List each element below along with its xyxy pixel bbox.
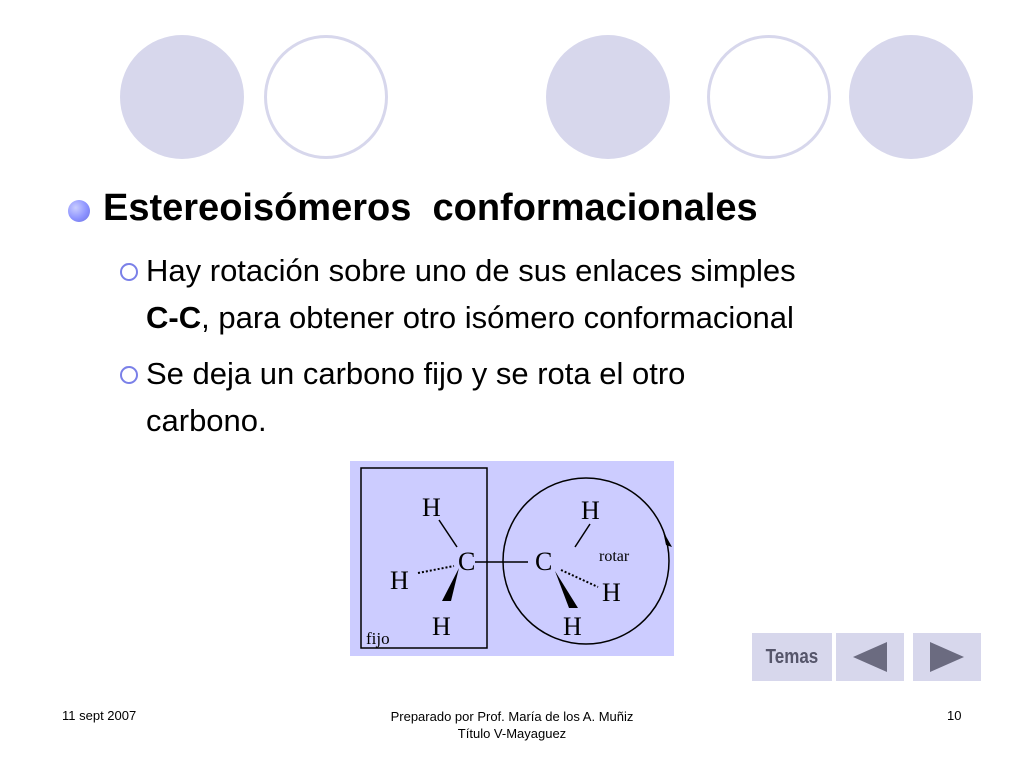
atom-right-top-h: H [581, 496, 600, 525]
heading-bullet-icon [68, 200, 90, 222]
bullet-1-bold-term: C-C [146, 300, 202, 335]
bullet-2-line-1: Se deja un carbono fijo y se rota el otro [146, 356, 686, 391]
atom-right-side-h: H [602, 578, 621, 607]
footer-date: 11 sept 2007 [62, 708, 137, 723]
bullet-1-line-2-rest: , para obtener otro isómero conformacional [201, 300, 794, 335]
sub-bullet-icon [120, 263, 138, 281]
bullet-1-line-2 [146, 297, 794, 339]
page-number: 10 [947, 708, 962, 723]
fixed-label: fijo [366, 629, 390, 648]
temas-label: Temas [765, 645, 819, 668]
atom-right-c: C [535, 547, 553, 576]
atom-left-top-h: H [422, 493, 441, 522]
decor-circle-2 [264, 35, 388, 159]
rotate-label: rotar [599, 548, 630, 565]
footer-credit [362, 708, 662, 742]
triangle-left-icon [850, 640, 890, 674]
atom-right-bottom-h: H [563, 612, 582, 641]
previous-slide-button[interactable] [835, 632, 905, 682]
conformation-diagram [350, 461, 674, 656]
atom-left-bottom-h: H [432, 612, 451, 641]
bullet-2-line-2: carbono. [146, 403, 267, 438]
decor-circle-1 [120, 35, 244, 159]
decor-circle-5 [849, 35, 973, 159]
atom-left-c: C [458, 547, 476, 576]
bullet-1-line-1: Hay rotación sobre uno de sus enlaces simples [146, 253, 796, 288]
temas-button[interactable] [751, 632, 833, 682]
triangle-right-icon [927, 640, 967, 674]
footer-credit-line-1: Preparado por Prof. María de los A. Muñiz [390, 709, 634, 724]
sub-bullet-icon [120, 366, 138, 384]
decor-circle-3 [546, 35, 670, 159]
decor-circle-4 [707, 35, 831, 159]
atom-left-side-h: H [390, 566, 409, 595]
slide-heading: Estereoisómeros conformacionales [103, 187, 758, 229]
footer-credit-line-2: Título V-Mayaguez [457, 726, 567, 741]
next-slide-button[interactable] [912, 632, 982, 682]
